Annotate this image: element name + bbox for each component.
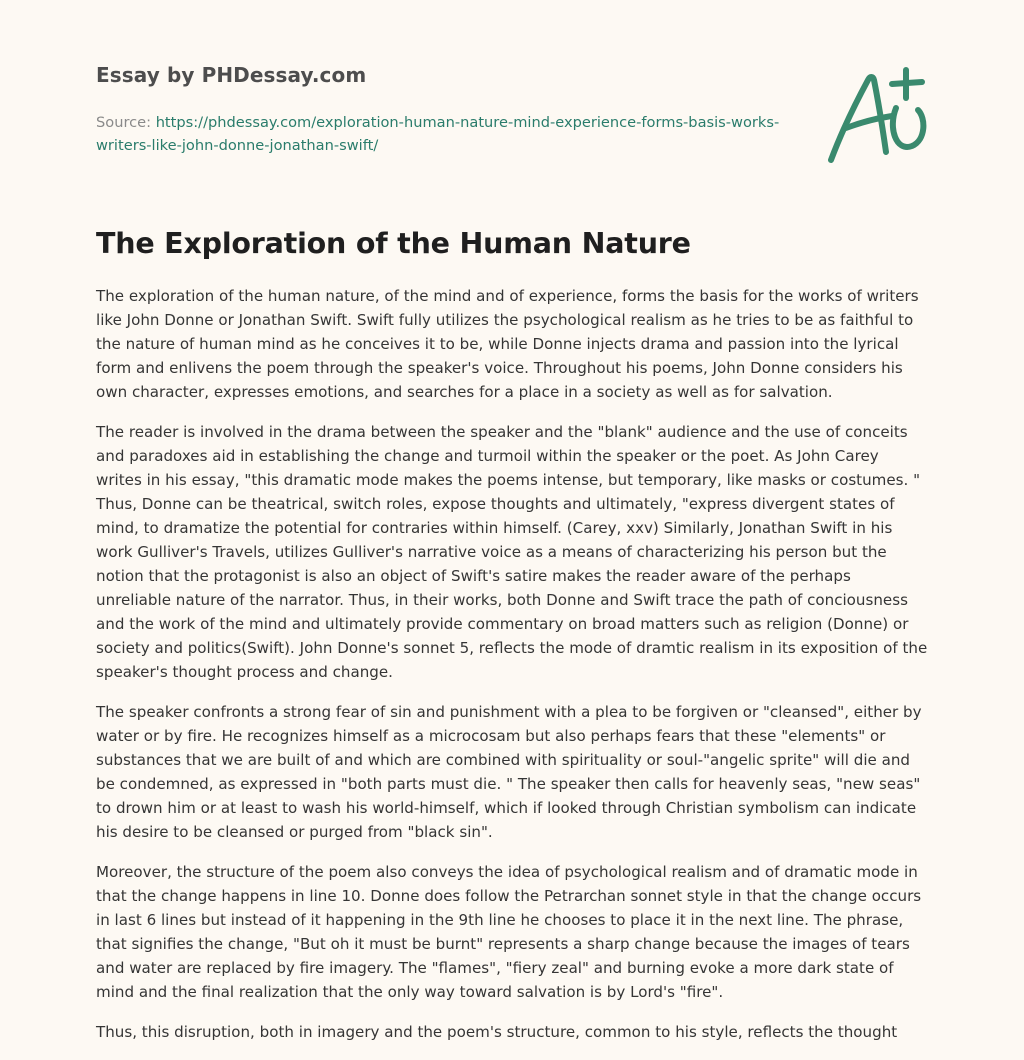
paragraph: Moreover, the structure of the poem also conveys the idea of psychological realism and of dramatic mode in that the change happens in line 10. Donne does follow the Petrarchan sonnet style in that the change occurs in last 6 lines but instead of it happening in the 9th line he chooses to place it in the next line. The phrase, that signifies the change, "But oh it must be burnt" represents a sharp change because the images of tears and water are replaced by fire imagery. The "flames", "fiery zeal" and burning evoke a more dark state of mind and the final realization that the only way toward salvation is by Lord's "fire". [96,863,922,1001]
a-plus-logo-icon [826,66,936,166]
paragraph: The exploration of the human nature, of the mind and of experience, forms the basis for the works of writers like John Donne or Jonathan Swift. Swift fully utilizes the psychological realism as he tries to be as faithful to the nature of human mind as he conceives it to be, while Donne injects drama and passion into the lyrical form and enlivens the poem through the speaker's voice. Throughout his poems, John Donne considers his own character, expresses emotions, and searches for a place in a society as well as for salvation. [96,287,919,401]
article-title: The Exploration of the Human Nature [96,227,691,260]
site-title: Essay by PHDessay.com [96,63,367,87]
source-link[interactable]: https://phdessay.com/exploration-human-nature-mind-experience-forms-basis-works-writers-like-john-donne-jonathan-swift/ [96,114,780,154]
paragraph: The speaker confronts a strong fear of sin and punishment with a plea to be forgiven or "cleansed", either by water or by fire. He recognizes himself as a microcosam but also perhaps fears that these "elements" or substances that we are built of and which are combined with spirituality or soul-"angelic sprite" will die and be condemned, as expressed in "both parts must die. " The speaker then calls for heavenly seas, "new seas" to drown him or at least to wash his world-himself, which if looked through Christian symbolism can indicate his desire to be cleansed or purged from "black sin". [96,703,922,841]
article-body [96,284,928,1060]
source-line [96,111,786,157]
paragraph: The reader is involved in the drama between the speaker and the "blank" audience and the use of conceits and paradoxes aid in establishing the change and turmoil within the speaker or the poet. As John Carey writes in his essay, "this dramatic mode makes the poems intense, but temporary, like masks or costumes. " Thus, Donne can be theatrical, switch roles, expose thoughts and ultimately, "express divergent states of mind, to dramatize the potential for contraries within himself. (Carey, xxv) Similarly, Jonathan Swift in his work Gulliver's Travels, utilizes Gulliver's narrative voice as a means of characterizing his person but the notion that the protagonist is also an object of Swift's satire makes the reader aware of the perhaps unreliable nature of the narrator. Thus, in their works, both Donne and Swift trace the path of conciousness and the work of the mind and ultimately provide commentary on broad matters such as religion (Donne) or society and politics(Swift). John Donne's sonnet 5, reflects the mode of dramtic realism in its exposition of the speaker's thought process and change. [96,423,928,681]
paragraph: Thus, this disruption, both in imagery and the poem's structure, common to his style, reflects the thought [96,1023,898,1041]
source-label: Source: [96,114,152,131]
page-header [96,0,928,200]
